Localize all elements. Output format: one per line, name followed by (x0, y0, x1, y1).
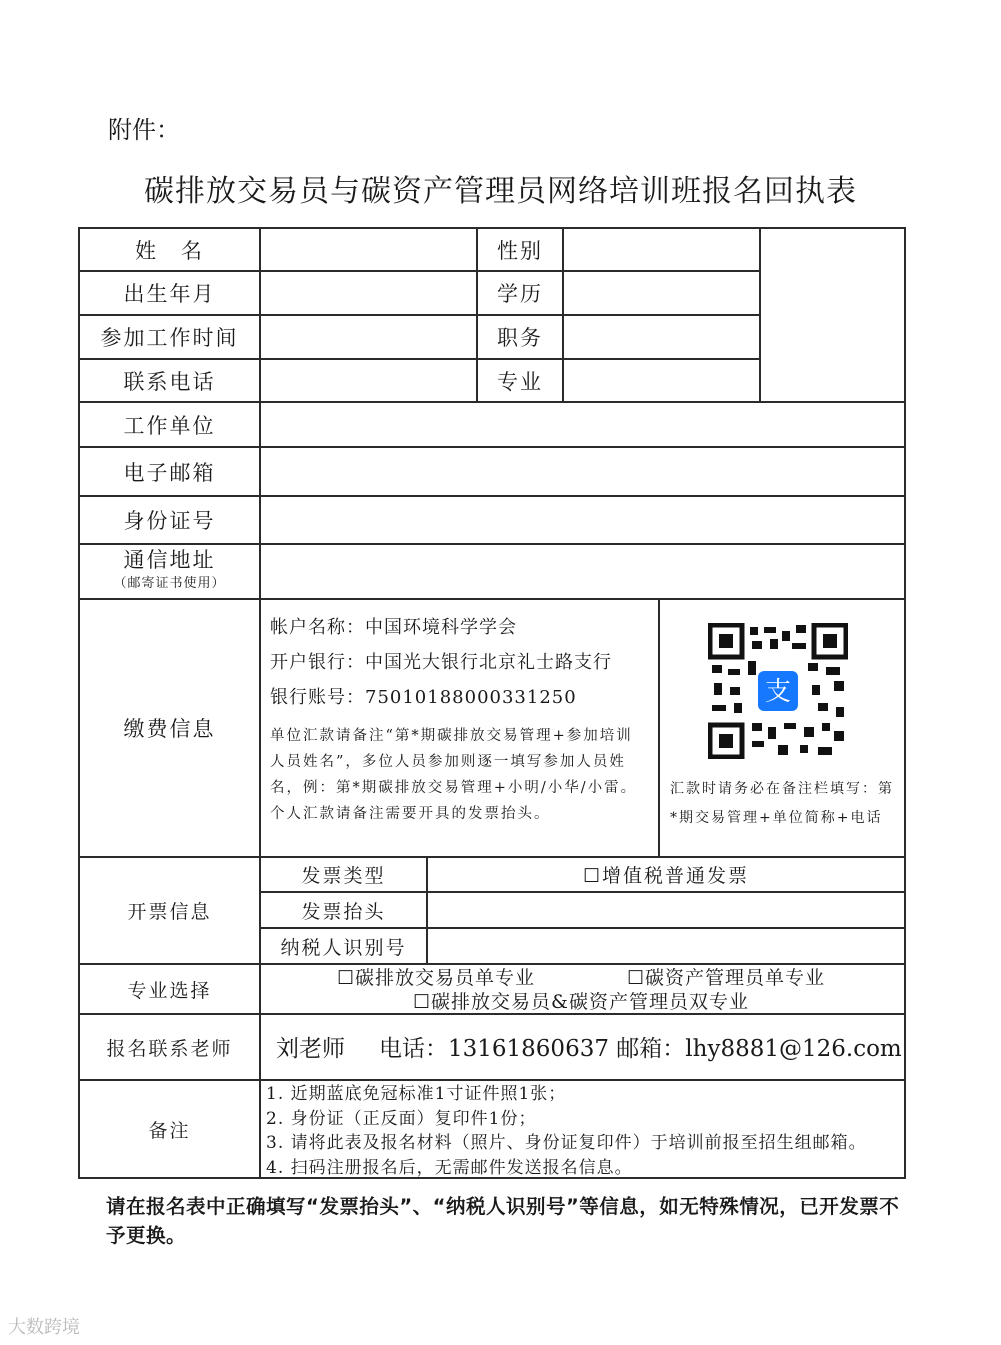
email-input[interactable] (261, 448, 904, 495)
gender-label: 性别 (497, 238, 543, 263)
major-input[interactable] (564, 360, 759, 401)
birth-input[interactable] (261, 272, 476, 314)
attachment-label: 附件： (108, 116, 180, 144)
photo-area[interactable] (761, 229, 904, 401)
birth-label: 出生年月 (123, 282, 216, 306)
teacher-phone: 电话：13161860637 (379, 1036, 609, 1062)
name-input[interactable] (261, 229, 476, 270)
taxpayer-id-input[interactable] (428, 929, 904, 963)
remark-item: 4. 扫码注册报名后，无需邮件发送报名信息。 (266, 1157, 633, 1178)
payment-note: 单位汇款请备注“第*期碳排放交易管理+参加培训人员姓名”，多位人员参加则逐一填写参加人员姓名，例：第*期碳排放交易管理+小明/小华/小雷。个人汇款请备注需要开具的发票抬头。 (270, 728, 638, 822)
gender-input[interactable] (564, 229, 759, 270)
address-label-text: 通信地址 (123, 547, 216, 572)
id-number-input[interactable] (261, 497, 904, 543)
account-name: 帐户名称：中国环境科学学会 (270, 617, 517, 638)
remark-item: 2. 身份证（正反面）复印件1份； (266, 1108, 537, 1129)
remark-item: 3. 请将此表及报名材料（照片、身份证复印件）于培训前报至招生组邮箱。 (266, 1133, 867, 1153)
specialty-label: 专业选择 (127, 979, 212, 1002)
phone-label: 联系电话 (123, 369, 216, 394)
id-number-label: 身份证号 (123, 509, 216, 533)
address-input[interactable] (261, 545, 904, 598)
phone-input[interactable] (261, 360, 476, 401)
invoice-type-option[interactable]: ☐增值税普通发票 (582, 865, 750, 887)
name-label: 姓 名 (135, 238, 204, 263)
specialty-option-dual[interactable]: ☐碳排放交易员&碳资产管理员双专业 (413, 991, 749, 1013)
form-border-right (904, 227, 906, 1179)
form-title: 碳排放交易员与碳资产管理员网络培训班报名回执表 (144, 174, 857, 209)
contact-info (276, 1030, 902, 1063)
education-label: 学历 (497, 282, 543, 306)
registration-form (78, 227, 906, 1179)
alipay-qr-code-icon (708, 623, 848, 759)
invoice-label: 开票信息 (127, 901, 212, 923)
employer-label: 工作单位 (123, 413, 216, 438)
position-label: 职务 (497, 326, 543, 350)
remark-item: 1. 近期蓝底免冠标准1寸证件照1张； (266, 1084, 567, 1104)
email-label: 电子邮箱 (123, 460, 216, 485)
address-label-note: （邮寄证书使用） (113, 575, 226, 591)
teacher-email[interactable]: 邮箱：lhy8881@126.com (616, 1036, 902, 1062)
watermark: 大数跨境 (8, 1317, 80, 1338)
education-input[interactable] (564, 272, 759, 314)
remarks-list (266, 1082, 867, 1180)
qr-note: 汇款时请务必在备注栏填写：第*期交易管理+单位简称+电话 (670, 781, 894, 826)
payment-label: 缴费信息 (123, 717, 216, 741)
invoice-header-input[interactable] (428, 893, 904, 927)
remarks-label: 备注 (148, 1119, 191, 1142)
invoice-type-label: 发票类型 (301, 865, 386, 887)
work-start-input[interactable] (261, 316, 476, 358)
teacher-name: 刘老师 (276, 1036, 345, 1062)
employer-input[interactable] (261, 403, 904, 446)
address-label (80, 545, 259, 598)
footer-notice: 请在报名表中正确填写“发票抬头”、“纳税人识别号”等信息，如无特殊情况，已开发票不予更换。 (106, 1195, 900, 1247)
major-label: 专业 (497, 369, 543, 394)
work-start-label: 参加工作时间 (100, 326, 239, 350)
specialty-option-trader[interactable]: ☐碳排放交易员单专业 (336, 967, 536, 989)
account-number: 银行账号：75010188000331250 (270, 687, 577, 708)
invoice-header-label: 发票抬头 (301, 900, 386, 923)
position-input[interactable] (564, 316, 759, 358)
rule (658, 598, 660, 857)
bank-name: 开户银行：中国光大银行北京礼士路支行 (270, 652, 612, 673)
taxpayer-id-label: 纳税人识别号 (280, 936, 407, 959)
svg-text:支: 支 (764, 677, 792, 707)
specialty-option-manager[interactable]: ☐碳资产管理员单专业 (626, 967, 826, 989)
contact-teacher-label: 报名联系老师 (106, 1037, 233, 1060)
